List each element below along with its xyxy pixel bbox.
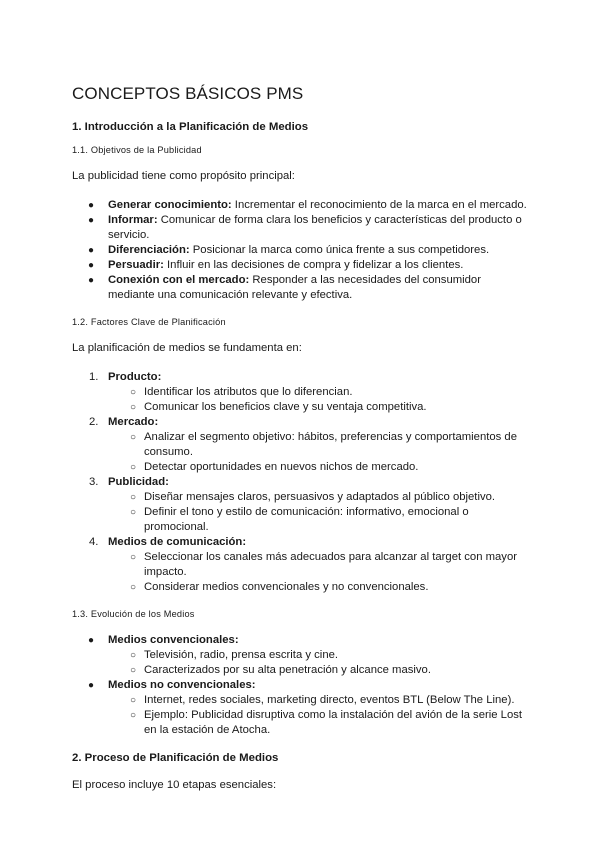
circle-bullet-icon: ○ xyxy=(130,432,137,443)
sub-list-item: ○ Diseñar mensajes claros, persuasivos y adaptados al público objetivo. xyxy=(130,491,496,503)
sub-list-item: ○ Considerar medios convencionales y no convencionales. xyxy=(130,581,429,593)
list-item: ● Conexión con el mercado: Responder a las necesidades del consumidor mediante una comunicación relevante y efectiva. xyxy=(88,274,481,301)
list-item: ● Medios convencionales: xyxy=(88,634,239,646)
list-item: 4. Medios de comunicación: xyxy=(89,536,247,548)
circle-bullet-icon: ○ xyxy=(130,650,137,661)
bullet-icon: ● xyxy=(88,260,95,271)
sub-list-item: ○ Seleccionar los canales más adecuados para alcanzar al target con mayor impacto. xyxy=(130,551,518,578)
document-page xyxy=(72,84,528,807)
sub-list-item: ○ Internet, redes sociales, marketing directo, eventos BTL (Below The Line). xyxy=(130,694,515,706)
circle-bullet-icon: ○ xyxy=(130,695,137,706)
sub-list-item: ○ Detectar oportunidades en nuevos nichos de mercado. xyxy=(130,461,419,473)
sub-list-item: ○ Televisión, radio, prensa escrita y cine. xyxy=(130,649,339,661)
bullet-icon: ● xyxy=(88,215,95,226)
circle-bullet-icon: ○ xyxy=(130,507,137,518)
section-1-heading: 1. Introducción a la Planificación de Medios xyxy=(72,121,309,133)
list-item: 2. Mercado: xyxy=(89,416,159,428)
sub-list-item: ○ Definir el tono y estilo de comunicación: informativo, emocional o promocional. xyxy=(130,506,469,533)
media-evolution-list xyxy=(72,633,528,738)
circle-bullet-icon: ○ xyxy=(130,387,137,398)
circle-bullet-icon: ○ xyxy=(130,492,137,503)
bullet-icon: ● xyxy=(88,245,95,256)
subsection-1-2-intro: La planificación de medios se fundamenta en: xyxy=(72,342,302,354)
sub-list-item: ○ Comunicar los beneficios clave y su ventaja competitiva. xyxy=(130,401,427,413)
subsection-1-2-heading: 1.2. Factores Clave de Planificación xyxy=(72,317,226,327)
circle-bullet-icon: ○ xyxy=(130,552,137,563)
sub-list-item: ○ Ejemplo: Publicidad disruptiva como la instalación del avión de la serie Lost en la estación de Atocha. xyxy=(130,709,523,736)
list-item: ● Medios no convencionales: xyxy=(88,679,256,691)
list-item: ● Diferenciación: Posicionar la marca como única frente a sus competidores. xyxy=(88,244,490,256)
bullet-icon: ● xyxy=(88,200,95,211)
list-item: 3. Publicidad: xyxy=(89,476,169,488)
sub-list-item: ○ Caracterizados por su alta penetración y alcance masivo. xyxy=(130,664,431,676)
section-2-heading: 2. Proceso de Planificación de Medios xyxy=(72,752,279,764)
subsection-1-3-heading: 1.3. Evolución de los Medios xyxy=(72,609,195,619)
factors-list xyxy=(72,370,528,595)
bullet-icon: ● xyxy=(88,680,95,691)
list-item: ● Informar: Comunicar de forma clara los beneficios y características del producto o servicio. xyxy=(88,214,522,241)
objectives-list xyxy=(72,198,528,303)
list-item: 1. Producto: xyxy=(89,371,162,383)
circle-bullet-icon: ○ xyxy=(130,710,137,721)
section-2-intro: El proceso incluye 10 etapas esenciales: xyxy=(72,779,277,791)
circle-bullet-icon: ○ xyxy=(130,582,137,593)
circle-bullet-icon: ○ xyxy=(130,402,137,413)
subsection-1-1-intro: La publicidad tiene como propósito principal: xyxy=(72,170,295,182)
document-title: CONCEPTOS BÁSICOS PMS xyxy=(72,84,304,103)
circle-bullet-icon: ○ xyxy=(130,665,137,676)
subsection-1-1-heading: 1.1. Objetivos de la Publicidad xyxy=(72,145,202,155)
sub-list-item: ○ Identificar los atributos que lo diferencian. xyxy=(130,386,353,398)
circle-bullet-icon: ○ xyxy=(130,462,137,473)
list-item: ● Persuadir: Influir en las decisiones de compra y fidelizar a los clientes. xyxy=(88,259,464,271)
bullet-icon: ● xyxy=(88,635,95,646)
sub-list-item: ○ Analizar el segmento objetivo: hábitos, preferencias y comportamientos de consumo. xyxy=(130,431,517,458)
list-item: ● Generar conocimiento: Incrementar el reconocimiento de la marca en el mercado. xyxy=(88,199,527,211)
bullet-icon: ● xyxy=(88,275,95,286)
